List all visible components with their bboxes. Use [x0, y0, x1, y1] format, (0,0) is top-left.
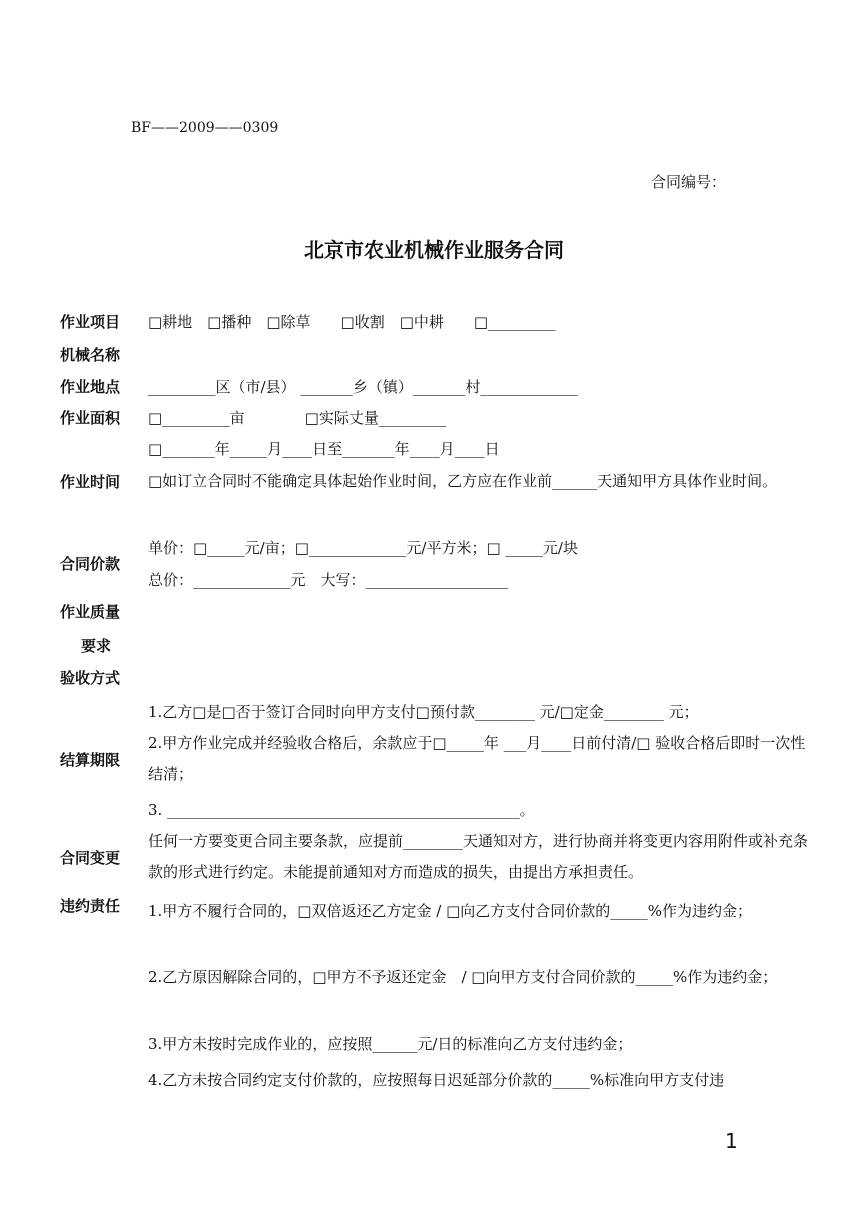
work-area-fields: □_________亩 □实际丈量_________ — [148, 409, 447, 427]
label-machine-name: 机械名称 — [60, 346, 121, 364]
label-quality-requirement: 要求 — [80, 637, 111, 655]
contract-number-label: 合同编号： — [651, 173, 727, 191]
label-work-item: 作业项目 — [60, 313, 121, 331]
label-acceptance: 验收方式 — [60, 669, 121, 687]
breach-item-1: 1.甲方不履行合同的，□双倍返还乙方定金 / □向乙方支付合同价款的_____%作为违约金； — [148, 902, 753, 920]
label-breach: 违约责任 — [60, 897, 121, 915]
work-time-note: □如订立合同时不能确定具体起始作业时间，乙方应在作业前______天通知甲方具体作业时间。 — [148, 472, 778, 490]
settlement-item-2: 2.甲方作业完成并经验收合格后，余款应于□_____年 ___月____日前付清/□ 验收合格后即时一次性结清； — [148, 734, 806, 783]
label-quality: 作业质量 — [60, 603, 121, 621]
settlement-item-1: 1.乙方□是□否于签订合同时向甲方支付□预付款________ 元/□定金________ 元； — [148, 703, 699, 721]
document-code: BF——2009——0309 — [131, 120, 279, 136]
breach-item-4: 4.乙方未按合同约定支付价款的，应按照每日迟延部分价款的_____%标准向甲方支付违 — [148, 1071, 725, 1089]
document-title: 北京市农业机械作业服务合同 — [304, 238, 564, 262]
work-time-date-range: □_______年_____月____日至_______年____月____日 — [148, 440, 500, 458]
settlement-item-3: 3. _______________________________________________。 — [148, 801, 535, 819]
unit-price-line: 单价：□_____元/亩；□_____________元/平方米；□ _____元/块 — [148, 539, 578, 557]
total-price-line: 总价：_____________元 大写：___________________ — [148, 571, 509, 589]
breach-item-3: 3.甲方未按时完成作业的，应按照______元/日的标准向乙方支付违约金； — [148, 1035, 633, 1053]
label-settlement: 结算期限 — [60, 751, 121, 769]
breach-item-2: 2.乙方原因解除合同的，□甲方不予返还定金 / □向甲方支付合同价款的_____%作为违约金； — [148, 968, 778, 986]
page-number: 1 — [725, 1129, 738, 1153]
label-work-area: 作业面积 — [60, 409, 121, 427]
label-work-time: 作业时间 — [60, 473, 121, 491]
contract-change-text: 任何一方要变更合同主要条款，应提前________天通知对方，进行协商并将变更内容用附件或补充条款的形式进行约定。未能提前通知对方而造成的损失，由提出方承担责任。 — [148, 832, 809, 881]
work-location-fields: _________区（市/县） _______乡（镇）_______村_____________ — [148, 378, 578, 396]
label-contract-change: 合同变更 — [60, 849, 121, 867]
label-contract-price: 合同价款 — [60, 555, 121, 573]
label-work-location: 作业地点 — [60, 378, 121, 396]
work-item-options: □耕地 □播种 □除草 □收割 □中耕 □_________ — [148, 313, 556, 331]
